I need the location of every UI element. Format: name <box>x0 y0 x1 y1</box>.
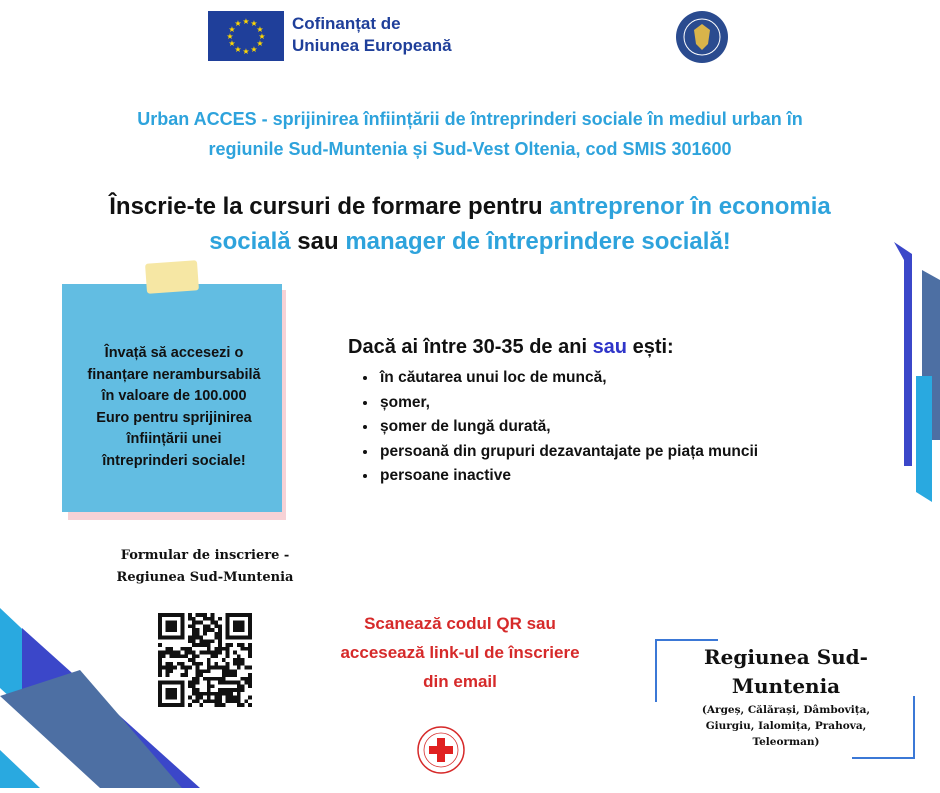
red-cross-logo <box>416 725 466 775</box>
eu-text-line2: Uniunea Europeană <box>292 36 452 55</box>
svg-text:★: ★ <box>250 45 258 54</box>
svg-text:★: ★ <box>228 25 236 34</box>
svg-text:★: ★ <box>226 32 234 41</box>
svg-text:★: ★ <box>234 19 242 28</box>
form-caption-line2: Regiunea Sud-Muntenia <box>116 570 294 585</box>
eligibility-item: • șomer, <box>378 391 798 416</box>
note-line: în valoare de 100.000 <box>101 388 247 404</box>
counties-line3: Teleorman) <box>752 736 820 748</box>
note-line: Euro pentru sprijinirea <box>96 409 252 426</box>
scan-line1: Scanează codul QR sau <box>364 614 556 633</box>
note-line: înființării unei <box>126 431 222 447</box>
svg-text:★: ★ <box>256 25 264 34</box>
scan-line2: accesează link-ul de înscriere <box>340 643 580 662</box>
eu-flag-logo <box>208 11 284 61</box>
region-title-line1: Regiunea Sud- <box>704 645 868 669</box>
cta-part1: Înscrie-te la cursuri de formare pentru <box>109 193 550 220</box>
svg-text:★: ★ <box>228 39 236 48</box>
eu-text-line1: Cofinanțat de <box>292 14 401 33</box>
region-title-line2: Muntenia <box>731 674 841 698</box>
eu-cofinancing-text <box>292 13 492 57</box>
eligibility-title-part1: Dacă ai între 30-35 de ani <box>348 336 593 358</box>
eligibility-item: • persoană din grupuri dezavantajate pe piața muncii <box>378 440 798 465</box>
eligibility-item: • persoane inactive <box>378 464 798 489</box>
form-caption <box>100 545 310 589</box>
counties-line2: Giurgiu, Ialomița, Prahova, <box>705 720 867 732</box>
government-seal-logo <box>675 10 729 64</box>
eligibility-item: • șomer de lungă durată, <box>378 415 798 440</box>
svg-text:★: ★ <box>242 47 250 56</box>
sticky-note-text <box>72 343 276 472</box>
svg-text:★: ★ <box>258 32 266 41</box>
call-to-action-heading <box>40 189 900 259</box>
eligibility-title-or: sau <box>592 336 628 358</box>
note-line: întreprinderi sociale! <box>102 452 246 469</box>
counties-line1: (Argeș, Călărași, Dâmbovița, <box>701 704 871 716</box>
svg-text:★: ★ <box>234 45 242 54</box>
form-caption-line1: Formular de inscriere - <box>120 548 290 563</box>
cta-highlight-manager: manager de întreprindere socială! <box>345 228 731 255</box>
decorative-stripes-left <box>0 600 220 788</box>
region-counties <box>672 702 900 750</box>
note-line: finanțare nerambursabilă <box>87 366 261 383</box>
project-title <box>60 104 880 164</box>
decorative-stripes-right <box>860 230 940 520</box>
scan-instructions <box>295 609 625 696</box>
cta-part2: sau <box>290 228 346 255</box>
svg-text:★: ★ <box>250 19 258 28</box>
tape-decoration <box>145 260 199 294</box>
cta-highlight-social: socială <box>209 228 291 255</box>
eligibility-title-part2: ești: <box>627 336 674 358</box>
eligibility-title <box>348 336 674 359</box>
svg-text:★: ★ <box>242 17 250 26</box>
eligibility-list <box>358 366 798 489</box>
project-title-line1: Urban ACCES - sprijinirea înființării de întreprinderi sociale în mediul urban în <box>137 109 803 129</box>
note-line: Învață să accesezi o <box>104 345 244 361</box>
region-title <box>668 643 904 701</box>
scan-line3: din email <box>423 672 497 691</box>
eligibility-item: • în căutarea unui loc de muncă, <box>378 366 798 391</box>
svg-text:★: ★ <box>256 39 264 48</box>
project-title-line2: regiunile Sud-Muntenia și Sud-Vest Oltenia, cod SMIS 301600 <box>208 139 732 159</box>
cta-highlight-entrepreneur: antreprenor în economia <box>549 193 831 220</box>
